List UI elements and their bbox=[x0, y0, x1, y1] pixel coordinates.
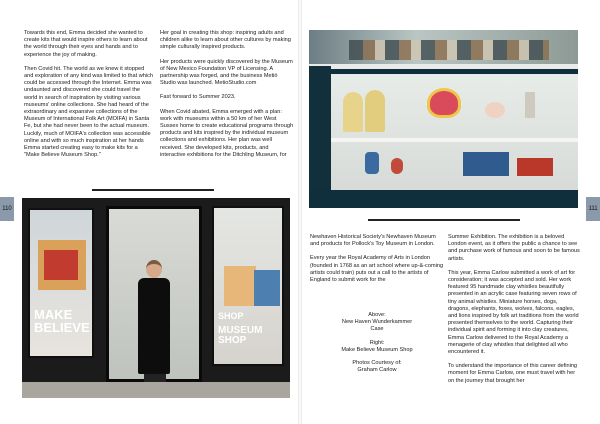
sign-board bbox=[463, 152, 509, 176]
figure-pair-yellow bbox=[365, 90, 385, 132]
vessel bbox=[391, 158, 403, 174]
poster bbox=[44, 250, 78, 280]
photo-captions bbox=[310, 312, 444, 374]
heart-ornament bbox=[427, 88, 461, 118]
shoes bbox=[144, 374, 166, 382]
shell-ornament bbox=[485, 102, 505, 118]
left-column-2 bbox=[160, 30, 294, 166]
paragraph: Summer Exhibition. The exhibition is a beloved London event, as it offers the public a chance to see and purchase work of famous and soon to be famous artists. bbox=[448, 234, 580, 262]
shopfront-photo bbox=[22, 198, 290, 398]
figure-pair-yellow bbox=[343, 92, 363, 132]
top-artefacts bbox=[349, 40, 549, 60]
poster bbox=[224, 266, 256, 306]
caption-right-label: Right: bbox=[369, 339, 385, 346]
page-number-right: 111 bbox=[586, 197, 600, 221]
right-column-1 bbox=[310, 234, 444, 291]
caption-above-label: Above: bbox=[368, 312, 386, 318]
caption-right-text: Make Believe Museum Shop bbox=[341, 346, 413, 353]
paragraph: When Covid abated, Emma emerged with a plan: work with museums within a 50 km of her West Sussex home to create educational programs through products and kits inspired by the individual museum collections and exhibitions. Her plan was well received. She developed kits, products, and interactive exhibitions for the Ditchling Museum, for bbox=[160, 108, 294, 158]
museum-shop-sign: MUSEUM SHOP bbox=[218, 325, 263, 346]
paragraph: Towards this end, Emma decided she wanted to create kits that would inspire others to learn about the world through their eyes and hands and to experience the joy of making. bbox=[24, 30, 148, 58]
small-figure bbox=[525, 92, 535, 118]
shelf-top bbox=[309, 64, 578, 69]
paragraph: Newhaven Historical Society's Newhaven Museum and products for Pollock's Toy Museum in London. bbox=[310, 234, 436, 248]
right-divider-rule bbox=[368, 219, 520, 221]
shop-sign: SHOP bbox=[218, 311, 244, 321]
dress bbox=[138, 278, 170, 374]
case-frame-bottom bbox=[309, 190, 578, 208]
toy-cart bbox=[517, 158, 553, 176]
caption-above-text: New Haven Wunderkammer Case bbox=[341, 319, 413, 333]
left-column-1 bbox=[24, 30, 154, 166]
paragraph: Then Covid hit. The world as we knew it stopped and exploration of any kind was limited to that which could be accessed through the Internet. Emma was undaunted and discovered she could travel the world in search of inspiration by visiting various museums' online collections. She had heard of the extraordinary and expansive collections of the Museum of International Folk Art (MOIFA) in Santa Fe, but she had never been to the actual museum. Luckily, much of MOIFA's collection was accessible online and with so much inspiration at her hands Emma started creating easy to make kits for a "Make Believe Museum Shop." bbox=[24, 65, 154, 159]
right-shop-window bbox=[212, 206, 284, 366]
paragraph: To understand the importance of this career defining moment for Emma Carlow, one must travel with her on the journey that brought her bbox=[448, 363, 578, 384]
make-believe-sign: MAKE BELIEVE bbox=[34, 307, 90, 335]
poster bbox=[254, 270, 280, 306]
right-column-2 bbox=[448, 234, 580, 392]
paragraph: Her products were quickly discovered by the Museum of New Mexico Foundation VP of Licensing. A partnership was forged, and the business Metiö Studio was launched. MetioStudio.com bbox=[160, 58, 293, 87]
paragraph: Her goal in creating this shop: inspiring adults and children alike to learn about other cultures by making simple culturally inspired products. bbox=[160, 30, 291, 51]
page-number-left: 110 bbox=[0, 197, 14, 221]
page-gutter bbox=[298, 0, 302, 424]
person-figure bbox=[134, 260, 174, 384]
left-shop-window bbox=[28, 208, 94, 358]
paragraph: This year, Emma Carlow submitted a work of art for consideration; it was accepted and sold. Her work featured 95 handmade clay whistles beautifully presented in an acrylic case featuring seven rows of tiny animal whistles. Miniature horses, dogs, dragons, elephants, foxes, wolves, falcons, eagles, and lions inspired by folk art traditions from the world presented themselves to the world. Capturing their individual spirit and forming it into clay creatures, Emma Carlow delivered to the Royal Academy a menagerie of clay whistles that delighted all who encountered it. bbox=[448, 269, 579, 356]
paragraph: Fast forward to Summer 2023. bbox=[160, 94, 236, 101]
head bbox=[146, 260, 162, 278]
shelf-middle bbox=[329, 138, 578, 142]
pavement bbox=[22, 382, 290, 398]
photo-credit-name: Graham Carlow bbox=[357, 367, 397, 374]
left-divider-rule bbox=[92, 189, 214, 191]
vessel bbox=[365, 152, 379, 174]
paragraph: Every year the Royal Academy of Arts in London (founded in 1768 as an art school where up-&-coming artists could train) puts out a call to the artists of England to submit work for the bbox=[310, 255, 444, 284]
case-frame-left bbox=[309, 66, 331, 208]
photo-credit-label: Photos Courtesy of: bbox=[352, 360, 402, 367]
display-case-photo bbox=[309, 30, 578, 208]
